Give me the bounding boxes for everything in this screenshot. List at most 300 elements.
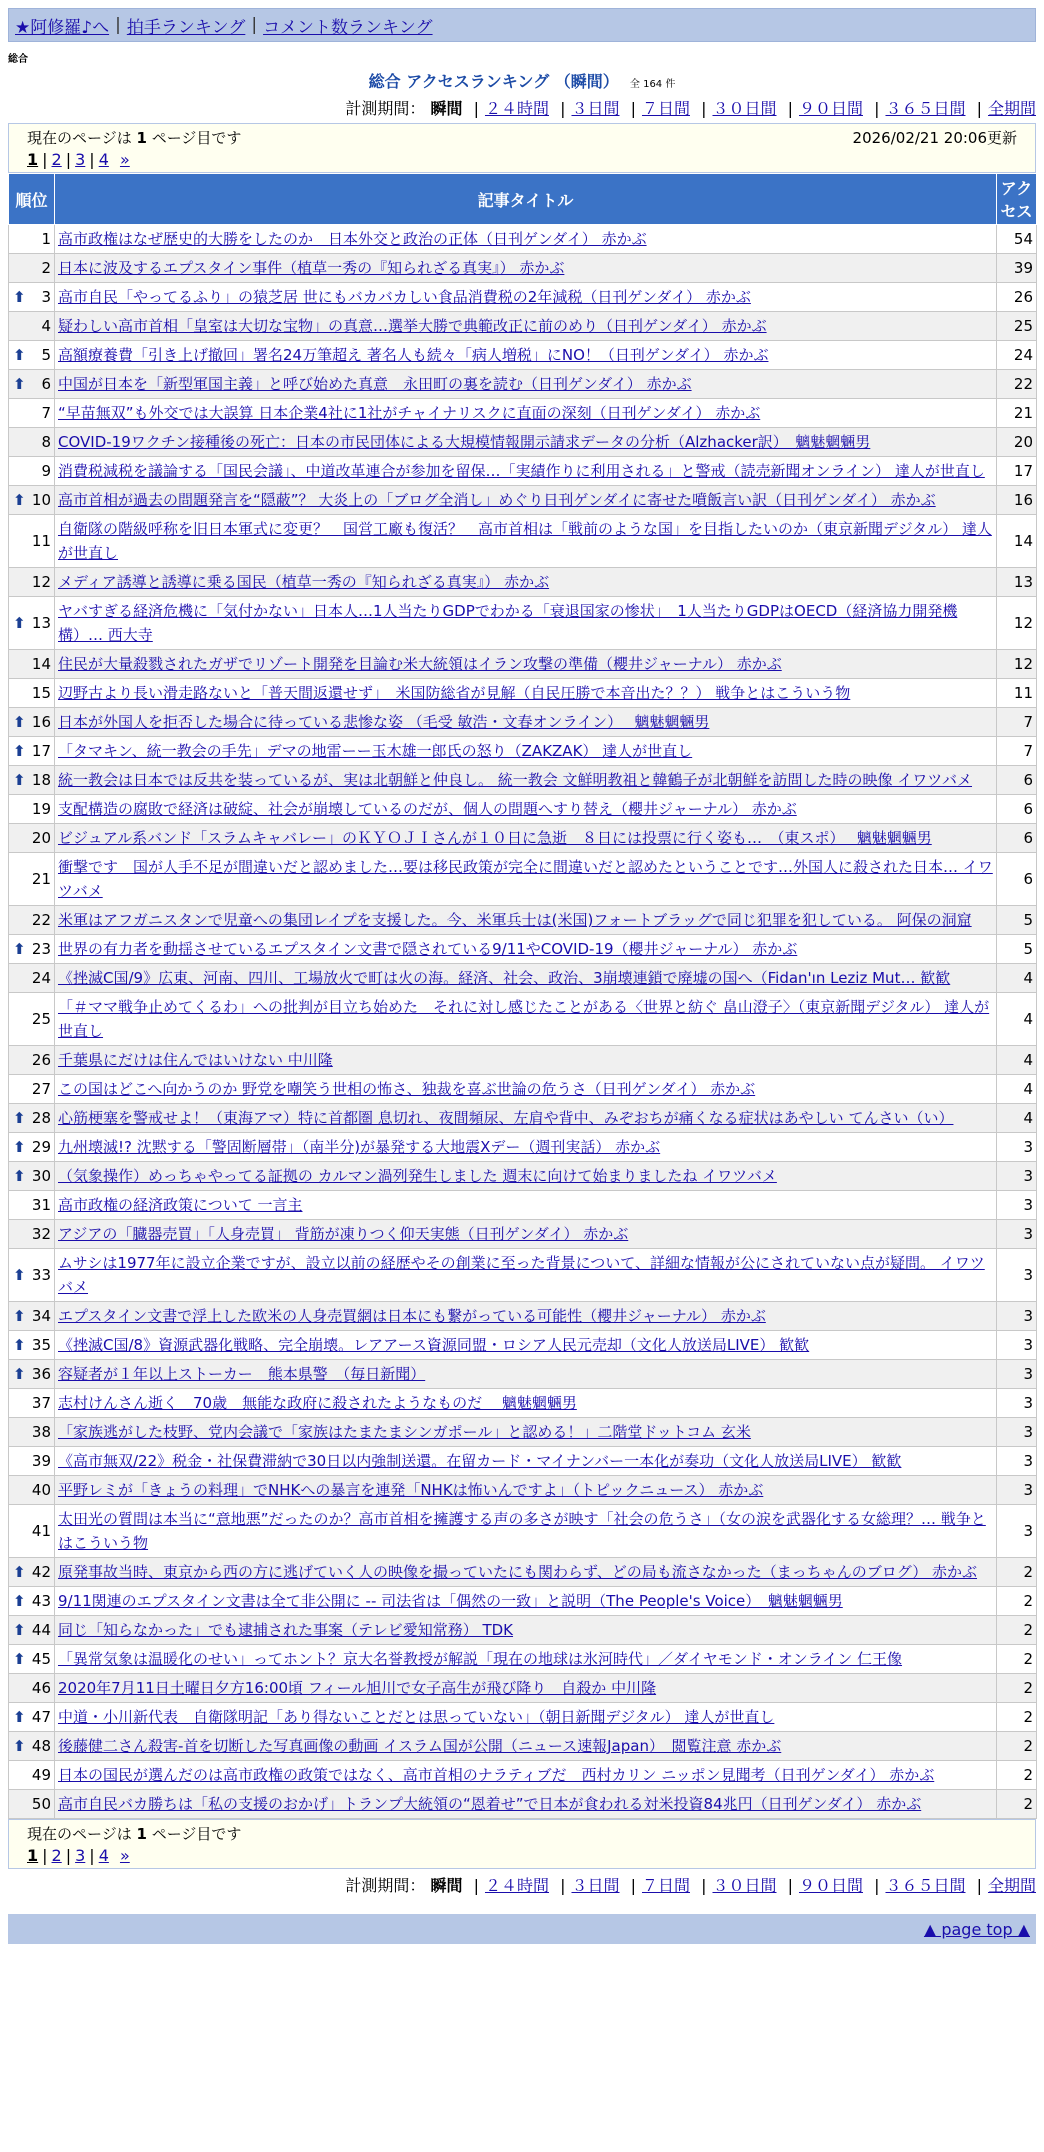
- title-cell: [55, 964, 997, 993]
- access-count: 3: [997, 1331, 1037, 1360]
- current-page-text: 現在のページは 1 ページ目です: [27, 129, 242, 147]
- rank-number: 15: [31, 684, 51, 702]
- access-count: 2: [997, 1703, 1037, 1732]
- top-nav-bar: [8, 8, 1036, 42]
- up-arrow-icon: ⬆: [13, 346, 26, 364]
- article-link[interactable]: 2020年7月11日土曜日夕方16:00頃 フィール旭川で女子高生が飛び降り 自殺か 中川隆: [58, 1679, 657, 1697]
- period-link-3d[interactable]: ３日間: [571, 1876, 620, 1895]
- article-link[interactable]: 志村けんさん逝く 70歳 無能な政府に殺されたようなものだ 魑魅魍魎男: [58, 1394, 577, 1412]
- rank-cell: [9, 1558, 55, 1587]
- period-selector-top: 計測期間： 瞬間 | ２４時間 | ３日間 | ７日間 | ３０日間 | ９０日間 | ３６５日間 | 全期間: [345, 99, 1036, 118]
- up-arrow-icon: ⬆: [13, 614, 26, 632]
- period-link-24h[interactable]: ２４時間: [484, 99, 549, 118]
- table-row: [9, 312, 1037, 341]
- up-arrow-icon: ⬆: [13, 375, 26, 393]
- rank-number: 21: [31, 870, 51, 888]
- up-arrow-icon: ⬆: [13, 771, 26, 789]
- article-link[interactable]: 衝撃です 国が人手不足が間違いだと認めました…要は移民政策が完全に間違いだと認めたということです…外国人に殺された日本… イワツバメ: [58, 858, 993, 900]
- rank-number: 38: [31, 1423, 51, 1441]
- period-link-3d[interactable]: ３日間: [571, 99, 620, 118]
- rank-number: 28: [31, 1109, 51, 1127]
- rank-number: 25: [31, 1010, 51, 1028]
- title-cell: [55, 1505, 997, 1558]
- article-link[interactable]: 心筋梗塞を警戒せよ！（東海アマ）特に首都圏 息切れ、夜間頻尿、左肩や背中、みぞおちが痛くなる症状はあやしい てんさい（い）: [58, 1109, 954, 1127]
- access-count: 3: [997, 1220, 1037, 1249]
- table-row: [9, 1616, 1037, 1645]
- access-count: 3: [997, 1505, 1037, 1558]
- table-row: [9, 399, 1037, 428]
- title-cell: [55, 428, 997, 457]
- nav-link-applause-ranking[interactable]: 拍手ランキング: [126, 17, 246, 38]
- rank-cell: [9, 1302, 55, 1331]
- title-cell: [55, 1645, 997, 1674]
- article-link[interactable]: 「家族逃がした枝野、党内会議で「家族はたまたまシンガポール」と認める！」二階堂ドットコム 玄米: [58, 1423, 751, 1441]
- article-link[interactable]: 統一教会は日本では反共を装っているが、実は北朝鮮と仲良し。 統一教会 文鮮明教祖と韓鶴子が北朝鮮を訪問した時の映像 イワツバメ: [58, 771, 973, 789]
- rank-cell: [9, 254, 55, 283]
- table-row: [9, 1587, 1037, 1616]
- total-count: 全 164 件: [629, 79, 676, 90]
- title-cell: [55, 1389, 997, 1418]
- rank-number: 5: [41, 346, 51, 364]
- article-link[interactable]: 中国が日本を「新型軍国主義」と呼び始めた真意 永田町の裏を読む（日刊ゲンダイ） 赤かぶ: [58, 375, 692, 393]
- rank-cell: [9, 1133, 55, 1162]
- title-cell: [55, 935, 997, 964]
- rank-number: 41: [31, 1522, 51, 1540]
- access-count: 3: [997, 1476, 1037, 1505]
- page-info-bottom: [8, 1819, 1036, 1869]
- period-link-90d[interactable]: ９０日間: [798, 1876, 863, 1895]
- rank-number: 26: [31, 1051, 51, 1069]
- rank-cell: [9, 993, 55, 1046]
- period-link-7d[interactable]: ７日間: [641, 99, 690, 118]
- title-cell: [55, 1761, 997, 1790]
- rank-cell: [9, 1220, 55, 1249]
- access-count: 2: [997, 1732, 1037, 1761]
- access-count: 6: [997, 824, 1037, 853]
- article-link[interactable]: 世界の有力者を動揺させているエプスタイン文書で隠されている9/11やCOVID-19（櫻井ジャーナル） 赤かぶ: [58, 940, 798, 958]
- table-row: [9, 1418, 1037, 1447]
- rank-cell: [9, 1331, 55, 1360]
- article-link[interactable]: 太田光の質問は本当に“意地悪”だったのか？高市首相を擁護する声の多さが映す「社会の危うさ」（女の涙を武器化する女総理？… 戦争とはこういう物: [58, 1510, 986, 1552]
- access-count: 21: [997, 399, 1037, 428]
- nav-link-asyura[interactable]: ★阿修羅♪へ: [15, 17, 110, 38]
- up-arrow-icon: ⬆: [13, 1365, 26, 1383]
- rank-cell: [9, 341, 55, 370]
- footer-bar: [8, 1914, 1036, 1944]
- article-link[interactable]: 「＃ママ戦争止めてくるわ」への批判が目立ち始めた それに対し感じたことがある〈世界と紡ぐ 畠山澄子〉（東京新聞デジタル） 達人が世直し: [58, 998, 990, 1040]
- access-count: 25: [997, 312, 1037, 341]
- rank-cell: [9, 283, 55, 312]
- table-header-row: [9, 174, 1037, 225]
- rank-number: 33: [31, 1266, 51, 1284]
- rank-number: 13: [31, 614, 51, 632]
- article-link[interactable]: 《高市無双/22》税金・社保費滞納で30日以内強制送還。在留カード・マイナンバー一本化が奏功（文化人放送局LIVE） 歓歓: [58, 1452, 902, 1470]
- title-cell: [55, 1674, 997, 1703]
- title-cell: [55, 457, 997, 486]
- article-link[interactable]: 「タマキン、統一教会の手先」デマの地雷ーー玉木雄一郎氏の怒り（ZAKZAK） 達人が世直し: [58, 742, 693, 760]
- table-row: [9, 737, 1037, 766]
- access-count: 2: [997, 1761, 1037, 1790]
- title-cell: [55, 1075, 997, 1104]
- up-arrow-icon: ⬆: [13, 1167, 26, 1185]
- article-link[interactable]: 辺野古より長い滑走路ないと「普天間返還せず」 米国防総省が見解（自民圧勝で本音出た？？） 戦争とはこういう物: [58, 684, 851, 702]
- access-count: 2: [997, 1616, 1037, 1645]
- article-link[interactable]: “早苗無双”も外交では大誤算 日本企業4社に1社がチャイナリスクに直面の深刻（日刊ゲンダイ） 赤かぶ: [58, 404, 761, 422]
- rank-number: 42: [31, 1563, 51, 1581]
- rank-number: 30: [31, 1167, 51, 1185]
- article-link[interactable]: 同じ「知らなかった」でも逮捕された事案（テレビ愛知常務） TDK: [58, 1621, 514, 1639]
- article-link[interactable]: 《挫滅C国/8》資源武器化戦略、完全崩壊。レアアース資源同盟・ロシア人民元売却（文化人放送局LIVE） 歓歓: [58, 1336, 810, 1354]
- title-cell: [55, 853, 997, 906]
- rank-number: 40: [31, 1481, 51, 1499]
- title-cell: [55, 1360, 997, 1389]
- rank-number: 8: [41, 433, 51, 451]
- rank-number: 16: [31, 713, 51, 731]
- access-count: 2: [997, 1790, 1037, 1819]
- rank-number: 9: [41, 462, 51, 480]
- article-link[interactable]: 高市自民「やってるふり」の猿芝居 世にもバカバカしい食品消費税の2年減税（日刊ゲンダイ） 赤かぶ: [58, 288, 751, 306]
- rank-cell: [9, 399, 55, 428]
- period-link-365d[interactable]: ３６５日間: [885, 1876, 966, 1895]
- period-link-24h[interactable]: ２４時間: [484, 1876, 549, 1895]
- table-row: [9, 1703, 1037, 1732]
- rank-number: 10: [31, 491, 51, 509]
- article-link[interactable]: 平野レミが「きょうの料理」でNHKへの暴言を連発「NHKは怖いんですよ」（トピックニュース） 赤かぶ: [58, 1481, 764, 1499]
- access-count: 3: [997, 1162, 1037, 1191]
- rank-number: 23: [31, 940, 51, 958]
- period-link-7d[interactable]: ７日間: [641, 1876, 690, 1895]
- updated-timestamp: 2026/02/21 20:06更新: [852, 129, 1017, 147]
- nav-separator: |: [115, 15, 121, 35]
- up-arrow-icon: ⬆: [13, 1621, 26, 1639]
- article-link[interactable]: 《挫滅C国/9》広東、河南、四川、工場放火で町は火の海。経済、社会、政治、3崩壊連鎖で廃墟の国へ（Fidan'ın Leziz Mut… 歓歓: [58, 969, 951, 987]
- article-link[interactable]: 高市首相が過去の問題発言を“隠蔽”？ 大炎上の「ブログ全消し」めぐり日刊ゲンダイに寄せた噴飯言い訳（日刊ゲンダイ） 赤かぶ: [58, 491, 936, 509]
- article-link[interactable]: この国はどこへ向かうのか 野党を嘲笑う世相の怖さ、独裁を喜ぶ世論の危うさ（日刊ゲンダイ） 赤かぶ: [58, 1080, 756, 1098]
- rank-number: 37: [31, 1394, 51, 1412]
- article-link[interactable]: 高市政権はなぜ歴史的大勝をしたのか 日本外交と政治の正体（日刊ゲンダイ） 赤かぶ: [58, 230, 647, 248]
- rank-cell: [9, 457, 55, 486]
- title-cell: [55, 486, 997, 515]
- page-link-2[interactable]: 2: [51, 150, 62, 169]
- up-arrow-icon: ⬆: [13, 1737, 26, 1755]
- up-arrow-icon: ⬆: [13, 1307, 26, 1325]
- page-link-3[interactable]: 3: [75, 1846, 86, 1865]
- rank-number: 44: [31, 1621, 51, 1639]
- table-row: [9, 1046, 1037, 1075]
- article-link[interactable]: 高市政権の経済政策について 一言主: [58, 1196, 303, 1214]
- table-row: [9, 1790, 1037, 1819]
- rank-number: 45: [31, 1650, 51, 1668]
- article-link[interactable]: 高市自民バカ勝ちは「私の支援のおかげ」トランプ大統領の“恩着せ”で日本が食われる対米投資84兆円（日刊ゲンダイ） 赤かぶ: [58, 1795, 922, 1813]
- rank-number: 20: [31, 829, 51, 847]
- page-top-link[interactable]: ▲ page top ▲: [923, 1919, 1030, 1939]
- title-cell: [55, 1703, 997, 1732]
- access-count: 5: [997, 906, 1037, 935]
- table-row: [9, 515, 1037, 568]
- up-arrow-icon: ⬆: [13, 713, 26, 731]
- access-count: 5: [997, 935, 1037, 964]
- rank-cell: [9, 679, 55, 708]
- rank-cell: [9, 515, 55, 568]
- rank-cell: [9, 906, 55, 935]
- period-link-all[interactable]: 全期間: [987, 99, 1036, 118]
- title-cell: [55, 1790, 997, 1819]
- rank-cell: [9, 1790, 55, 1819]
- page-current: 1: [27, 150, 39, 169]
- period-selector-bottom: 計測期間： 瞬間 | ２４時間 | ３日間 | ７日間 | ３０日間 | ９０日間 | ３６５日間 | 全期間: [345, 1876, 1036, 1895]
- page-link-3[interactable]: 3: [75, 150, 86, 169]
- table-row: [9, 1075, 1037, 1104]
- title-cell: [55, 1104, 997, 1133]
- access-count: 7: [997, 737, 1037, 766]
- article-link[interactable]: アジアの「臓器売買」「人身売買」 背筋が凍りつく仰天実態（日刊ゲンダイ） 赤かぶ: [58, 1225, 629, 1243]
- current-page-text: 現在のページは 1 ページ目です: [27, 1825, 242, 1843]
- page-next-link[interactable]: »: [119, 1846, 130, 1865]
- article-link[interactable]: エプスタイン文書で浮上した欧米の人身売買網は日本にも繋がっている可能性（櫻井ジャーナル） 赤かぶ: [58, 1307, 766, 1325]
- article-link[interactable]: （気象操作）めっちゃやってる証拠の カルマン渦列発生しました 週末に向けて始まりましたね イワツバメ: [58, 1167, 777, 1185]
- table-row: [9, 1360, 1037, 1389]
- up-arrow-icon: ⬆: [13, 491, 26, 509]
- rank-cell: [9, 1418, 55, 1447]
- article-link[interactable]: 日本が外国人を拒否した場合に待っている悲惨な姿 （毛受 敏浩・文春オンライン） 魑魅魍魎男: [58, 713, 710, 731]
- access-count: 11: [997, 679, 1037, 708]
- access-count: 54: [997, 225, 1037, 254]
- article-link[interactable]: ビジュアル系バンド「スラムキャバレー」のＫＹＯＪＩさんが１０日に急逝 ８日には投票に行く姿も… （東スポ） 魑魅魍魎男: [58, 829, 932, 847]
- page-title: 総合 アクセスランキング （瞬間）: [368, 72, 619, 91]
- access-count: 12: [997, 650, 1037, 679]
- title-cell: [55, 370, 997, 399]
- table-row: [9, 1447, 1037, 1476]
- period-link-90d[interactable]: ９０日間: [798, 99, 863, 118]
- period-label: 計測期間：: [345, 1876, 426, 1895]
- access-count: 4: [997, 993, 1037, 1046]
- access-count: 6: [997, 795, 1037, 824]
- up-arrow-icon: ⬆: [13, 1708, 26, 1726]
- title-cell: [55, 1732, 997, 1761]
- title-cell: [55, 1046, 997, 1075]
- table-row: [9, 650, 1037, 679]
- article-link[interactable]: 容疑者が１年以上ストーカー 熊本県警 （毎日新聞）: [58, 1365, 426, 1383]
- rank-number: 34: [31, 1307, 51, 1325]
- table-row: [9, 1674, 1037, 1703]
- period-link-30d[interactable]: ３０日間: [712, 99, 777, 118]
- access-count: 13: [997, 568, 1037, 597]
- table-row: [9, 568, 1037, 597]
- rank-cell: [9, 1046, 55, 1075]
- rank-number: 19: [31, 800, 51, 818]
- table-row: [9, 708, 1037, 737]
- table-row: [9, 370, 1037, 399]
- access-count: 24: [997, 341, 1037, 370]
- rank-cell: [9, 1104, 55, 1133]
- access-count: 2: [997, 1558, 1037, 1587]
- access-count: 6: [997, 766, 1037, 795]
- title-cell: [55, 1447, 997, 1476]
- page-link-4[interactable]: 4: [98, 1846, 109, 1865]
- rank-number: 43: [31, 1592, 51, 1610]
- access-count: 4: [997, 1104, 1037, 1133]
- access-count: 4: [997, 1075, 1037, 1104]
- article-link[interactable]: 後藤健二さん殺害-首を切断した写真画像の動画 イスラム国が公開（ニュース速報Japan） 閲覧注意 赤かぶ: [58, 1737, 782, 1755]
- ranking-table: [8, 173, 1037, 1819]
- table-row: [9, 1220, 1037, 1249]
- title-cell: [55, 597, 997, 650]
- rank-cell: [9, 795, 55, 824]
- title-cell: [55, 795, 997, 824]
- article-link[interactable]: ムサシは1977年に設立企業ですが、設立以前の経歴やその創業に至った背景について、詳細な情報が公にされていない点が疑問。 イワツバメ: [58, 1254, 985, 1296]
- title-cell: [55, 1249, 997, 1302]
- access-count: 2: [997, 1645, 1037, 1674]
- page-link-2[interactable]: 2: [51, 1846, 62, 1865]
- rank-cell: [9, 708, 55, 737]
- table-row: [9, 1133, 1037, 1162]
- rank-cell: [9, 370, 55, 399]
- access-count: 3: [997, 1191, 1037, 1220]
- table-row: [9, 341, 1037, 370]
- article-link[interactable]: 中道・小川新代表 自衛隊明記「あり得ないことだとは思っていない」（朝日新聞デジタル） 達人が世直し: [58, 1708, 775, 1726]
- rank-cell: [9, 935, 55, 964]
- table-row: [9, 935, 1037, 964]
- page-next-link[interactable]: »: [119, 150, 130, 169]
- access-count: 14: [997, 515, 1037, 568]
- up-arrow-icon: ⬆: [13, 1650, 26, 1668]
- access-count: 4: [997, 964, 1037, 993]
- rank-number: 6: [41, 375, 51, 393]
- page-link-4[interactable]: 4: [98, 150, 109, 169]
- table-row: [9, 457, 1037, 486]
- period-current: 瞬間: [430, 1876, 463, 1895]
- up-arrow-icon: ⬆: [13, 940, 26, 958]
- title-cell: [55, 399, 997, 428]
- article-link[interactable]: 米軍はアフガニスタンで児童への集団レイプを支援した。今、米軍兵士は(米国)フォートブラッグで同じ犯罪を犯している。 阿保の洞窟: [58, 911, 972, 929]
- category-label: 総合: [8, 54, 28, 65]
- rank-cell: [9, 1732, 55, 1761]
- rank-cell: [9, 1447, 55, 1476]
- ranking-heading: [0, 69, 1044, 92]
- rank-number: 47: [31, 1708, 51, 1726]
- table-row: [9, 1476, 1037, 1505]
- article-link[interactable]: 千葉県にだけは住んではいけない 中川隆: [58, 1051, 333, 1069]
- rank-cell: [9, 486, 55, 515]
- table-row: [9, 1191, 1037, 1220]
- access-count: 12: [997, 597, 1037, 650]
- article-link[interactable]: ヤバすぎる経済危機に「気付かない」日本人…1人当たりGDPでわかる「衰退国家の惨状」 1人当たりGDPはOECD（経済協力開発機構）… 西大寺: [58, 602, 958, 644]
- article-link[interactable]: COVID-19ワクチン接種後の死亡：日本の市民団体による大規模情報開示請求データの分析（Alzhacker訳） 魑魅魍魎男: [58, 433, 871, 451]
- article-link[interactable]: 疑わしい高市首相「皇室は大切な宝物」の真意…選挙大勝で典範改正に前のめり（日刊ゲンダイ） 赤かぶ: [58, 317, 767, 335]
- rank-number: 4: [41, 317, 51, 335]
- title-cell: [55, 568, 997, 597]
- article-link[interactable]: 「異常気象は温暖化のせい」ってホント？京大名誉教授が解説「現在の地球は氷河時代」／ダイヤモンド・オンライン 仁王像: [58, 1650, 903, 1668]
- access-count: 20: [997, 428, 1037, 457]
- rank-number: 50: [31, 1795, 51, 1813]
- table-row: [9, 428, 1037, 457]
- rank-cell: [9, 650, 55, 679]
- article-link[interactable]: 消費税減税を議論する「国民会議」、中道改革連合が参加を留保…「実績作りに利用される」と警戒（読売新聞オンライン） 達人が世直し: [58, 462, 985, 480]
- table-row: [9, 853, 1037, 906]
- table-row: [9, 1162, 1037, 1191]
- title-cell: [55, 906, 997, 935]
- table-row: [9, 1104, 1037, 1133]
- up-arrow-icon: ⬆: [13, 288, 26, 306]
- rank-cell: [9, 1075, 55, 1104]
- article-link[interactable]: 高額療養費「引き上げ撤回」署名24万筆超え 著名人も続々「病人増税」にNO！（日刊ゲンダイ） 赤かぶ: [58, 346, 769, 364]
- access-count: 22: [997, 370, 1037, 399]
- pagination-top: 1 | 2 | 3 | 4 »: [27, 150, 130, 169]
- title-cell: [55, 1476, 997, 1505]
- title-cell: [55, 225, 997, 254]
- rank-number: 24: [31, 969, 51, 987]
- article-link[interactable]: 自衛隊の階級呼称を旧日本軍式に変更？ 国営工廠も復活？ 高市首相は「戦前のような国」を目指したいのか（東京新聞デジタル） 達人が世直し: [58, 520, 992, 562]
- title-cell: [55, 1418, 997, 1447]
- page-info-top: [8, 123, 1036, 173]
- article-link[interactable]: 支配構造の腐敗で経済は破綻、社会が崩壊しているのだが、個人の問題へすり替え（櫻井ジャーナル） 赤かぶ: [58, 800, 797, 818]
- period-link-30d[interactable]: ３０日間: [712, 1876, 777, 1895]
- rank-cell: [9, 1360, 55, 1389]
- article-link[interactable]: 九州壊滅!? 沈黙する「警固断層帯」（南半分)が暴発する大地震Xデー（週刊実話） 赤かぶ: [58, 1138, 661, 1156]
- column-header-title: 記事タイトル: [55, 174, 997, 225]
- rank-number: 2: [41, 259, 51, 277]
- article-link[interactable]: メディア誘導と誘導に乗る国民（植草一秀の『知られざる真実』） 赤かぶ: [58, 573, 550, 591]
- pagination-bottom: 1 | 2 | 3 | 4 »: [27, 1846, 130, 1865]
- rank-cell: [9, 1674, 55, 1703]
- rank-cell: [9, 428, 55, 457]
- title-cell: [55, 254, 997, 283]
- rank-cell: [9, 824, 55, 853]
- up-arrow-icon: ⬆: [13, 1266, 26, 1284]
- rank-cell: [9, 1505, 55, 1558]
- rank-number: 7: [41, 404, 51, 422]
- rank-cell: [9, 1249, 55, 1302]
- rank-number: 18: [31, 771, 51, 789]
- title-cell: [55, 1220, 997, 1249]
- access-count: 2: [997, 1674, 1037, 1703]
- up-arrow-icon: ⬆: [13, 1592, 26, 1610]
- title-cell: [55, 1133, 997, 1162]
- article-link[interactable]: 9/11関連のエプスタイン文書は全て非公開に -- 司法省は「偶然の一致」と説明（The People's Voice） 魑魅魍魎男: [58, 1592, 843, 1610]
- access-count: 6: [997, 853, 1037, 906]
- article-link[interactable]: 住民が大量殺戮されたガザでリゾート開発を目論む米大統領はイラン攻撃の準備（櫻井ジャーナル） 赤かぶ: [58, 655, 782, 673]
- article-link[interactable]: 原発事故当時、東京から西の方に逃げていく人の映像を撮っていたにも関わらず、どの局も流さなかった（まっちゃんのブログ） 赤かぶ: [58, 1563, 978, 1581]
- period-link-365d[interactable]: ３６５日間: [885, 99, 966, 118]
- table-row: [9, 1732, 1037, 1761]
- title-cell: [55, 515, 997, 568]
- rank-number: 14: [31, 655, 51, 673]
- rank-cell: [9, 1476, 55, 1505]
- rank-number: 3: [41, 288, 51, 306]
- rank-cell: [9, 1191, 55, 1220]
- article-link[interactable]: 日本の国民が選んだのは高市政権の政策ではなく、高市首相のナラティブだ 西村カリン ニッポン見聞考（日刊ゲンダイ） 赤かぶ: [58, 1766, 935, 1784]
- rank-cell: [9, 312, 55, 341]
- table-row: [9, 824, 1037, 853]
- title-cell: [55, 1587, 997, 1616]
- title-cell: [55, 1191, 997, 1220]
- rank-number: 36: [31, 1365, 51, 1383]
- article-link[interactable]: 日本に波及するエプスタイン事件（植草一秀の『知られざる真実』） 赤かぶ: [58, 259, 565, 277]
- table-row: [9, 766, 1037, 795]
- title-cell: [55, 650, 997, 679]
- rank-cell: [9, 766, 55, 795]
- table-row: [9, 906, 1037, 935]
- period-label: 計測期間：: [345, 99, 426, 118]
- title-cell: [55, 1162, 997, 1191]
- nav-link-comment-ranking[interactable]: コメント数ランキング: [263, 17, 433, 38]
- nav-separator: |: [251, 15, 258, 35]
- up-arrow-icon: ⬆: [13, 1138, 26, 1156]
- rank-number: 48: [31, 1737, 51, 1755]
- rank-number: 46: [31, 1679, 51, 1697]
- table-row: [9, 1558, 1037, 1587]
- period-link-all[interactable]: 全期間: [987, 1876, 1036, 1895]
